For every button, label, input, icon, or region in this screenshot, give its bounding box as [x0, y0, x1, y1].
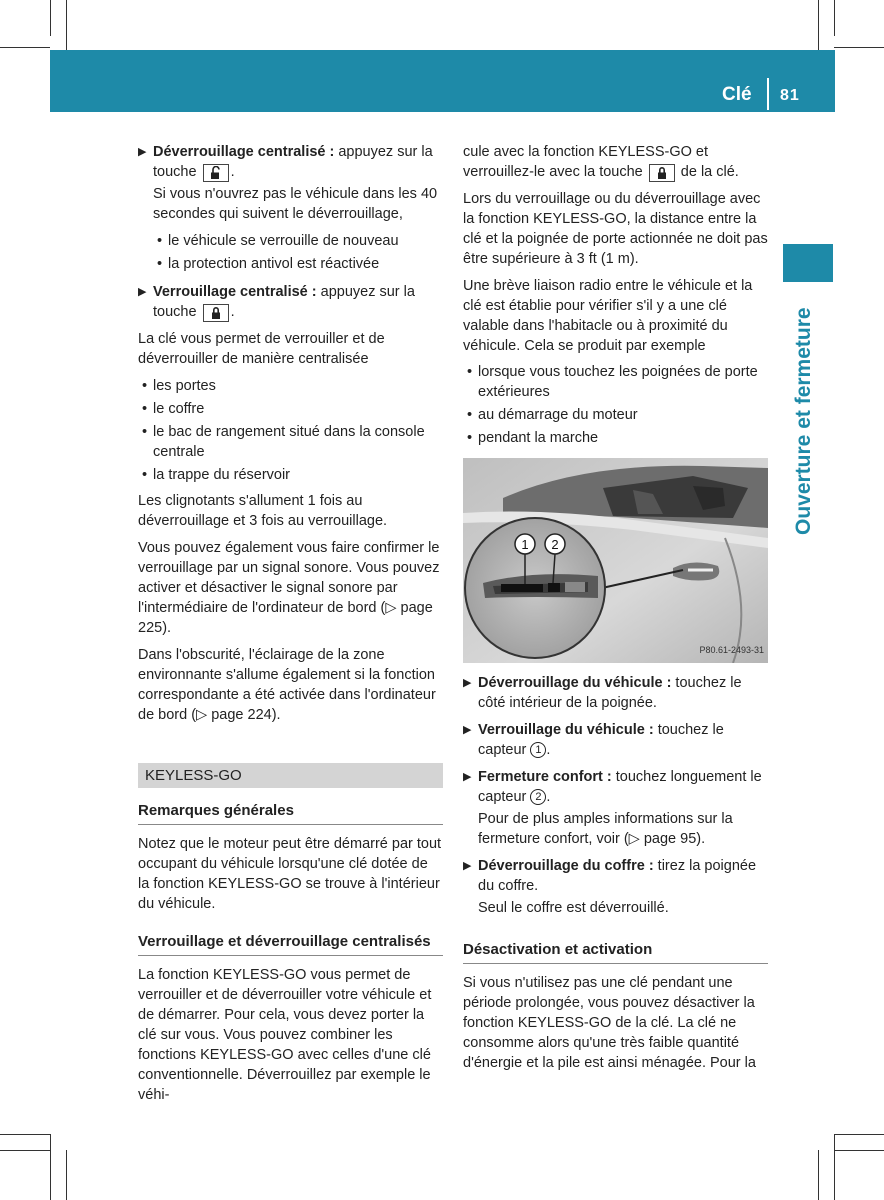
step-text: touchez longuement le capteur	[478, 769, 762, 805]
paragraph-radio: Une brève liaison radio entre le véhicule et la clé est établie pour vérifier s'il y a une clé valable dans l'habitacle ou à proximité du véhicule. Cela se produit par exemple	[463, 278, 753, 354]
step-unlock-trunk	[463, 856, 768, 918]
list-item-text: la protection antivol est réactivée	[168, 256, 380, 272]
paragraph-continued	[463, 142, 768, 182]
step-unlock-vehicle	[463, 673, 768, 713]
left-column	[138, 142, 443, 1112]
step-text-end: .	[546, 742, 551, 758]
chapter-tab	[792, 290, 816, 535]
right-column	[463, 142, 768, 1080]
crop-mark	[0, 1150, 50, 1151]
unlock-bullets	[138, 231, 443, 274]
chapter-tab-label: Ouverture et fermeture	[792, 307, 815, 535]
section-heading: KEYLESS-GO	[138, 763, 443, 788]
list-item-text: le bac de rangement situé dans la console centrale	[153, 424, 425, 460]
door-handle-figure	[463, 458, 768, 663]
header-band	[50, 50, 835, 112]
radio-bullets	[463, 362, 768, 448]
step-comfort-close	[463, 767, 768, 849]
list-item-text: la trappe du réservoir	[153, 467, 291, 483]
lock-icon	[203, 304, 229, 322]
car-door-illustration	[463, 458, 768, 663]
crop-mark	[834, 47, 884, 48]
paragraph-general: Notez que le moteur peut être démarré par tout occupant du véhicule lorsqu'une clé dotée de la fonction KEYLESS-GO se trouve à l'intérieur du véhicule.	[138, 836, 442, 912]
key-intro: La clé vous permet de verrouiller et de déverrouiller de manière centralisée	[138, 331, 385, 367]
step-arrow-icon: ▶	[463, 724, 472, 736]
step-detail: Pour de plus amples informations sur la fermeture confort, voir (▷ page 95).	[478, 811, 733, 847]
step-text-end: .	[230, 164, 235, 180]
step-arrow-icon: ▶	[138, 286, 147, 298]
step-arrow-icon: ▶	[463, 677, 472, 689]
key-bullets	[138, 376, 443, 485]
page-title: Clé	[722, 84, 752, 105]
callout-ref: 1	[530, 742, 546, 758]
crop-mark	[818, 0, 819, 50]
step-label: Verrouillage du véhicule :	[478, 722, 654, 738]
step-text: appuyez sur la touche	[153, 284, 415, 320]
list-item: • la trappe du réservoir	[142, 467, 291, 483]
subheading-general: Remarques générales	[138, 801, 443, 825]
paragraph-deactivation: Si vous n'utilisez pas une clé pendant une période prolongée, vous pouvez désactiver la fonction KEYLESS-GO de la clé. La clé ne consomme alors qu'une très faible quantité d'énergie et la pile est ainsi ménagée. Pour la	[463, 975, 756, 1071]
step-text: tirez la poignée du coffre.	[478, 858, 757, 894]
page-number: 81	[780, 87, 800, 104]
paragraph-central: La fonction KEYLESS-GO vous permet de verrouiller et de déverrouiller votre véhicule et de démarrer. Pour cela, vous devez porter la clé sur vous. Vous pouvez combiner les fonctions KEYLESS-GO avec celles d'une clé conventionnelle. Déverrouillez par exemple le véhi-	[138, 967, 432, 1103]
header-divider	[767, 78, 769, 110]
step-label: Fermeture confort :	[478, 769, 612, 785]
crop-mark	[50, 0, 51, 36]
crop-mark	[834, 0, 835, 36]
crop-mark	[834, 1134, 835, 1200]
list-item: • le coffre	[142, 401, 205, 417]
list-item-text: les portes	[153, 378, 216, 394]
figure-code: P80.61-2493-31	[699, 645, 764, 655]
step-lock-vehicle	[463, 720, 768, 760]
step-text: touchez le capteur	[478, 722, 724, 758]
paragraph-indicators: Les clignotants s'allument 1 fois au déverrouillage et 3 fois au verrouillage.	[138, 493, 388, 529]
list-item: • la protection antivol est réactivée	[157, 256, 380, 272]
paragraph-distance: Lors du verrouillage ou du déverrouillage avec la fonction KEYLESS-GO, la distance entre la clé et la poignée de porte actionnée ne doit pas être supérieure à 3 ft (1 m).	[463, 191, 768, 267]
step-label: Déverrouillage centralisé :	[153, 144, 335, 160]
step-text: touchez le côté intérieur de la poignée.	[478, 675, 742, 711]
subheading-deactivation: Désactivation et activation	[463, 940, 768, 964]
callout-2: 2	[551, 537, 559, 552]
list-item-text: pendant la marche	[478, 430, 599, 446]
crop-mark	[0, 47, 50, 48]
unlock-icon	[203, 164, 229, 182]
step-arrow-icon: ▶	[463, 771, 472, 783]
crop-mark	[818, 1150, 819, 1200]
step-text: appuyez sur la touche	[153, 144, 433, 180]
list-item-text: au démarrage du moteur	[478, 407, 638, 423]
step-label: Déverrouillage du coffre :	[478, 858, 654, 874]
step-arrow-icon: ▶	[463, 860, 472, 872]
crop-mark	[0, 1134, 50, 1135]
list-item: • lorsque vous touchez les poignées de porte extérieures	[467, 364, 758, 400]
crop-mark	[834, 1150, 884, 1151]
list-item: • pendant la marche	[467, 430, 599, 446]
crop-mark	[66, 1150, 67, 1200]
step-detail: Si vous n'ouvrez pas le véhicule dans les 40 secondes qui suivent le déverrouillage,	[153, 186, 438, 222]
list-item: • le bac de rangement situé dans la console centrale	[142, 424, 425, 460]
list-item-text: le véhicule se verrouille de nouveau	[168, 233, 399, 249]
lock-icon	[649, 164, 675, 182]
step-label: Verrouillage centralisé :	[153, 284, 317, 300]
step-text-end: .	[546, 789, 551, 805]
list-item: • le véhicule se verrouille de nouveau	[157, 233, 399, 249]
list-item: • au démarrage du moteur	[467, 407, 638, 423]
crop-mark	[66, 0, 67, 50]
list-item: • les portes	[142, 378, 216, 394]
list-item-text: le coffre	[153, 401, 205, 417]
crop-mark	[834, 1134, 884, 1135]
step-central-lock	[138, 282, 443, 322]
crop-mark	[50, 1134, 51, 1200]
continued-text: cule avec la fonction KEYLESS-GO et verrouillez-le avec la touche	[463, 144, 709, 180]
paragraph-signal: Vous pouvez également vous faire confirmer le verrouillage par un signal sonore. Vous pouvez activer et désactiver le signal sonore par l'intermédiaire de l'ordinateur de bord (▷ page 225).	[138, 540, 440, 636]
step-text-end: .	[230, 304, 235, 320]
subheading-central: Verrouillage et déverrouillage centralisés	[138, 932, 443, 956]
list-item-text: lorsque vous touchez les poignées de porte extérieures	[478, 364, 758, 400]
paragraph-dark: Dans l'obscurité, l'éclairage de la zone environnante s'allume également si la fonction correspondante a été activée dans l'ordinateur de bord (▷ page 224).	[138, 647, 436, 723]
callout-ref: 2	[530, 789, 546, 805]
step-central-unlock	[138, 142, 443, 224]
continued-text-end: de la clé.	[680, 164, 739, 180]
step-label: Déverrouillage du véhicule :	[478, 675, 672, 691]
step-arrow-icon: ▶	[138, 146, 147, 158]
step-detail: Seul le coffre est déverrouillé.	[478, 900, 669, 916]
chapter-tab-marker	[783, 244, 833, 282]
callout-1: 1	[521, 537, 529, 552]
